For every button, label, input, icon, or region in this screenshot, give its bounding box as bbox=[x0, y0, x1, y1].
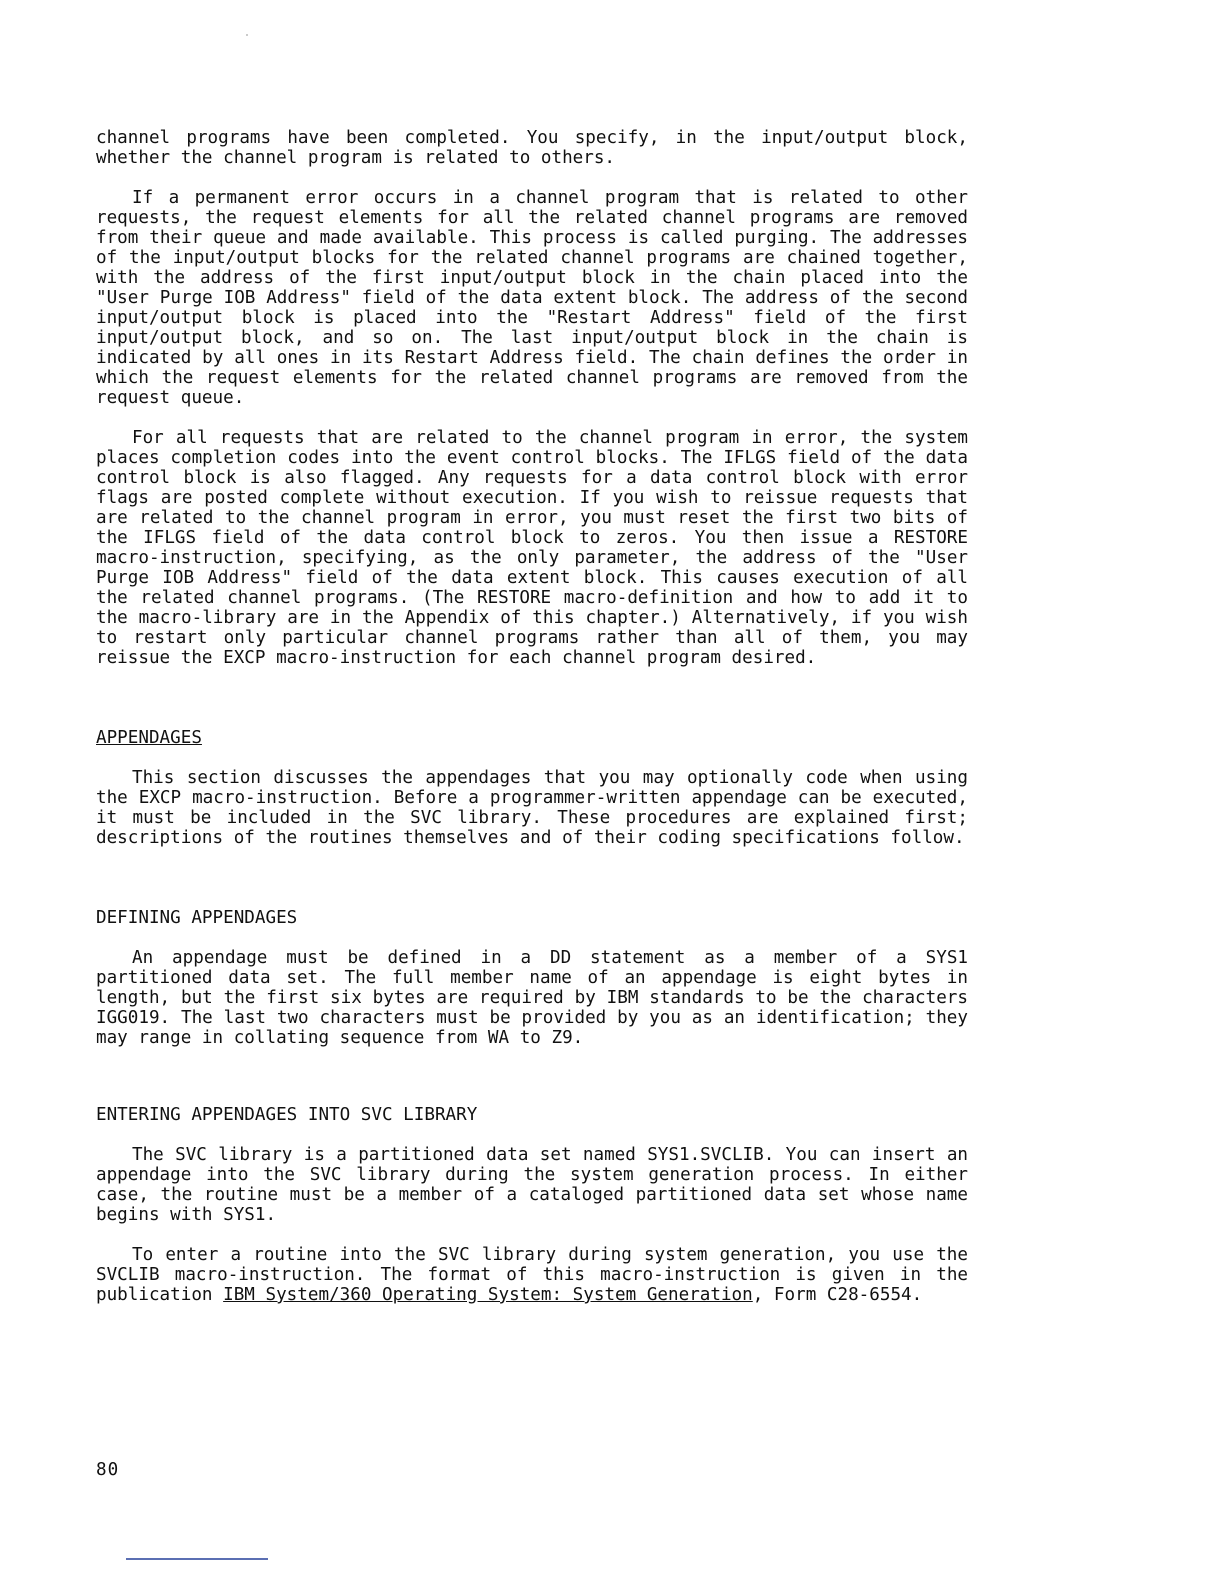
paragraph-related-requests: For all requests that are related to the channel program in error, the system places completion codes into the event control blocks. The IFLGS field of the data control block is also flagged. Any requests for a data control block with error flags are posted complete without execution. If you wish to reissue requests that are related to the channel program in error, you must reset the first two bits of the IFLGS field of the data control block to zeros. You then issue a RESTORE macro-instruction, specifying, as the only parameter, the address of the "User Purge IOB Address" field of the data extent block. This causes execution of all the related channel programs. (The RESTORE macro-definition and how to add it to the macro-library are in the Appendix of this chapter.) Alternatively, if you wish to restart only particular channel programs rather than all of them, you may reissue the EXCP macro-instruction for each channel program desired. bbox=[96, 428, 968, 668]
svclib-macro-text: To enter a routine into the SVC library during system generation, you use the SVCLIB macro-instruction. The format of this macro-instruction is given in the publication bbox=[96, 1245, 968, 1305]
paragraph-permanent-error: If a permanent error occurs in a channel program that is related to other requests, the request elements for all the related channel programs are removed from their queue and made available. This process is called purging. The addresses of the input/output blocks for the related channel programs are chained together, with the address of the first input/output block in the chain placed into the "User Purge IOB Address" field of the data extent block. The address of the second input/output block is placed into the "Restart Address" field of the first input/output block, and so on. The last input/output block in the chain is indicated by all ones in its Restart Address field. The chain defines the order in which the request elements for the related channel programs are removed from the request queue. bbox=[96, 188, 968, 408]
paragraph-svc-library: The SVC library is a partitioned data set named SYS1.SVCLIB. You can insert an appendage into the SVC library during the system generation process. In either case, the routine must be a member of a cataloged partitioned data set whose name begins with SYS1. bbox=[96, 1145, 968, 1225]
paragraph-defining-appendages: An appendage must be defined in a DD statement as a member of a SYS1 partitioned data set. The full member name of an appendage is eight bytes in length, but the first six bytes are required by IBM standards to be the characters IGG019. The last two characters must be provided by you as an identification; they may range in collating sequence from WA to Z9. bbox=[96, 948, 968, 1048]
page-number: 80 bbox=[96, 1460, 120, 1480]
paragraph-appendages-intro: This section discusses the appendages that you may optionally code when using the EXCP macro-instruction. Before a programmer-written appendage can be executed, it must be included in the SVC library. These procedures are explained first; descriptions of the routines themselves and of their coding specifications follow. bbox=[96, 768, 968, 848]
heading-entering-appendages: ENTERING APPENDAGES INTO SVC LIBRARY bbox=[96, 1105, 478, 1125]
paragraph-channel-programs-continued: channel programs have been completed. You specify, in the input/output block, whether the channel program is related to others. bbox=[96, 128, 968, 168]
heading-appendages bbox=[96, 728, 968, 748]
heading-defining-appendages: DEFINING APPENDAGES bbox=[96, 908, 298, 928]
publication-form: , Form C28-6554. bbox=[752, 1285, 923, 1305]
footer-rule bbox=[126, 1558, 268, 1560]
document-page bbox=[96, 128, 968, 1325]
scan-speck bbox=[246, 34, 248, 36]
publication-title: IBM System/360 Operating System: System Generation bbox=[223, 1285, 753, 1305]
heading-appendages-text: APPENDAGES bbox=[96, 728, 202, 748]
paragraph-svclib-macro bbox=[96, 1245, 968, 1305]
